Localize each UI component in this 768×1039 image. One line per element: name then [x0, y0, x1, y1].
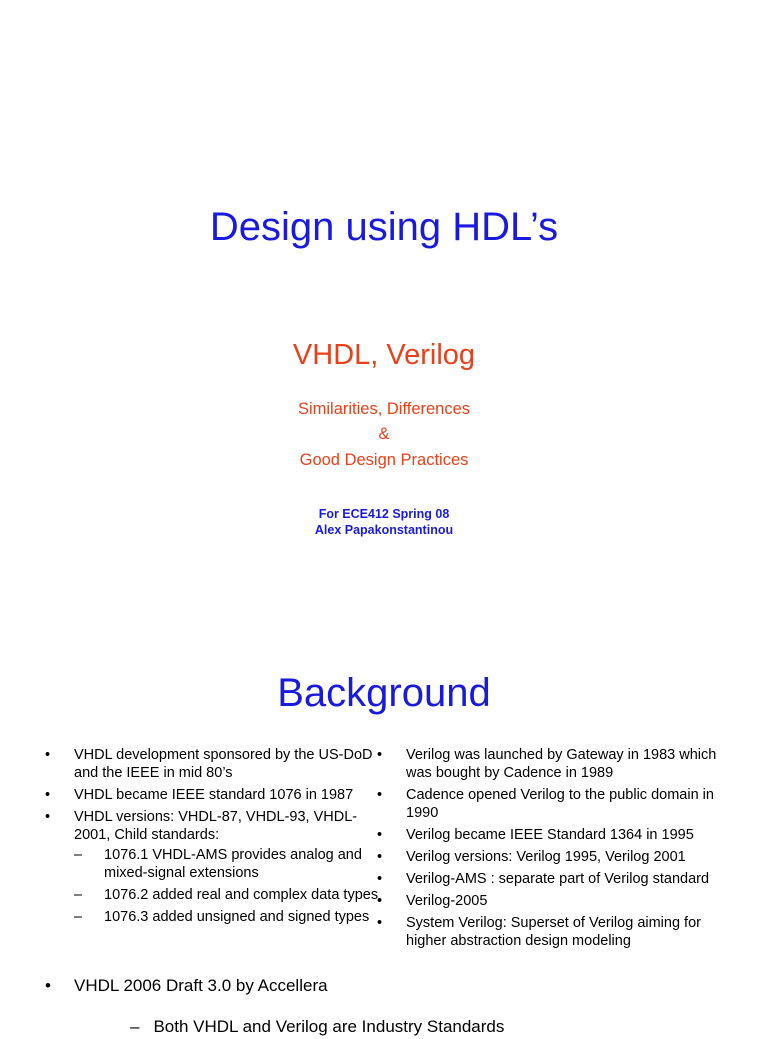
bullet-icon: •: [377, 871, 383, 887]
bottom-bullet-text: VHDL 2006 Draft 3.0 by Accellera: [74, 976, 328, 995]
list-item: [74, 908, 384, 926]
list-item-text: System Verilog: Superset of Verilog aiming for higher abstraction design modeling: [406, 915, 701, 949]
bullet-icon: •: [377, 893, 383, 909]
bullet-icon: •: [45, 747, 51, 763]
list-item: [376, 914, 736, 950]
dash-icon: –: [74, 847, 83, 863]
list-item-text: Verilog-AMS : separate part of Verilog standard: [406, 871, 710, 887]
cutoff-sub-bullet: [130, 1015, 504, 1039]
list-item: [74, 846, 384, 882]
list-item: [376, 826, 736, 844]
list-item-text: Verilog became IEEE Standard 1364 in 1995: [406, 827, 694, 843]
list-item-text: 1076.3 added unsigned and signed types: [104, 909, 370, 925]
bullet-icon: •: [377, 915, 383, 931]
list-item-text: 1076.1 VHDL-AMS provides analog and mixed-signal extensions: [104, 847, 362, 881]
list-item: [44, 808, 384, 926]
slide-title: Design using HDL’s: [209, 205, 559, 249]
list-item-text: Verilog-2005: [406, 893, 488, 909]
bottom-bullet: [44, 974, 328, 998]
bullet-icon: •: [377, 787, 383, 803]
list-item: [376, 746, 736, 782]
list-item: [74, 886, 384, 904]
list-item: [44, 746, 384, 782]
vhdl-column: [44, 746, 384, 930]
cutoff-text: Both VHDL and Verilog are Industry Standards: [153, 1017, 505, 1036]
bullet-icon: •: [377, 747, 383, 763]
list-item: [376, 848, 736, 866]
verilog-bullet-list: [376, 746, 736, 950]
list-item: [376, 870, 736, 888]
list-item: [376, 892, 736, 910]
list-item-text: VHDL development sponsored by the US-DoD and the IEEE in mid 80’s: [74, 747, 373, 781]
subtitle-line-practices: Good Design Practices: [299, 451, 469, 469]
list-item-text: Verilog versions: Verilog 1995, Verilog 2001: [406, 849, 686, 865]
bullet-icon: •: [377, 827, 383, 843]
child-standards-list: [74, 846, 384, 926]
list-item: [376, 786, 736, 822]
list-item-text: Cadence opened Verilog to the public domain in 1990: [406, 787, 714, 821]
dash-icon: –: [74, 909, 83, 925]
list-item-text: Verilog was launched by Gateway in 1983 which was bought by Cadence in 1989: [406, 747, 717, 781]
verilog-column: [376, 746, 736, 954]
slide-subtitle: VHDL, Verilog: [292, 339, 476, 371]
list-item-text: 1076.2 added real and complex data types: [104, 887, 379, 903]
background-slide-title: Background: [277, 671, 491, 715]
bullet-icon: •: [45, 976, 51, 995]
author-name: Alex Papakonstantinou: [314, 523, 454, 537]
bullet-icon: •: [377, 849, 383, 865]
list-item-text: VHDL versions: VHDL-87, VHDL-93, VHDL-2001, Child standards:: [74, 809, 358, 843]
bullet-icon: •: [45, 809, 51, 825]
course-label: For ECE412 Spring 08: [318, 507, 450, 521]
dash-icon: –: [74, 887, 83, 903]
vhdl-bullet-list: [44, 746, 384, 926]
bullet-icon: •: [45, 787, 51, 803]
list-item-text: VHDL became IEEE standard 1076 in 1987: [74, 787, 354, 803]
subtitle-line-ampersand: &: [378, 425, 390, 443]
subtitle-line-similarities: Similarities, Differences: [297, 400, 471, 418]
dash-icon: –: [130, 1017, 140, 1036]
list-item: [44, 786, 384, 804]
